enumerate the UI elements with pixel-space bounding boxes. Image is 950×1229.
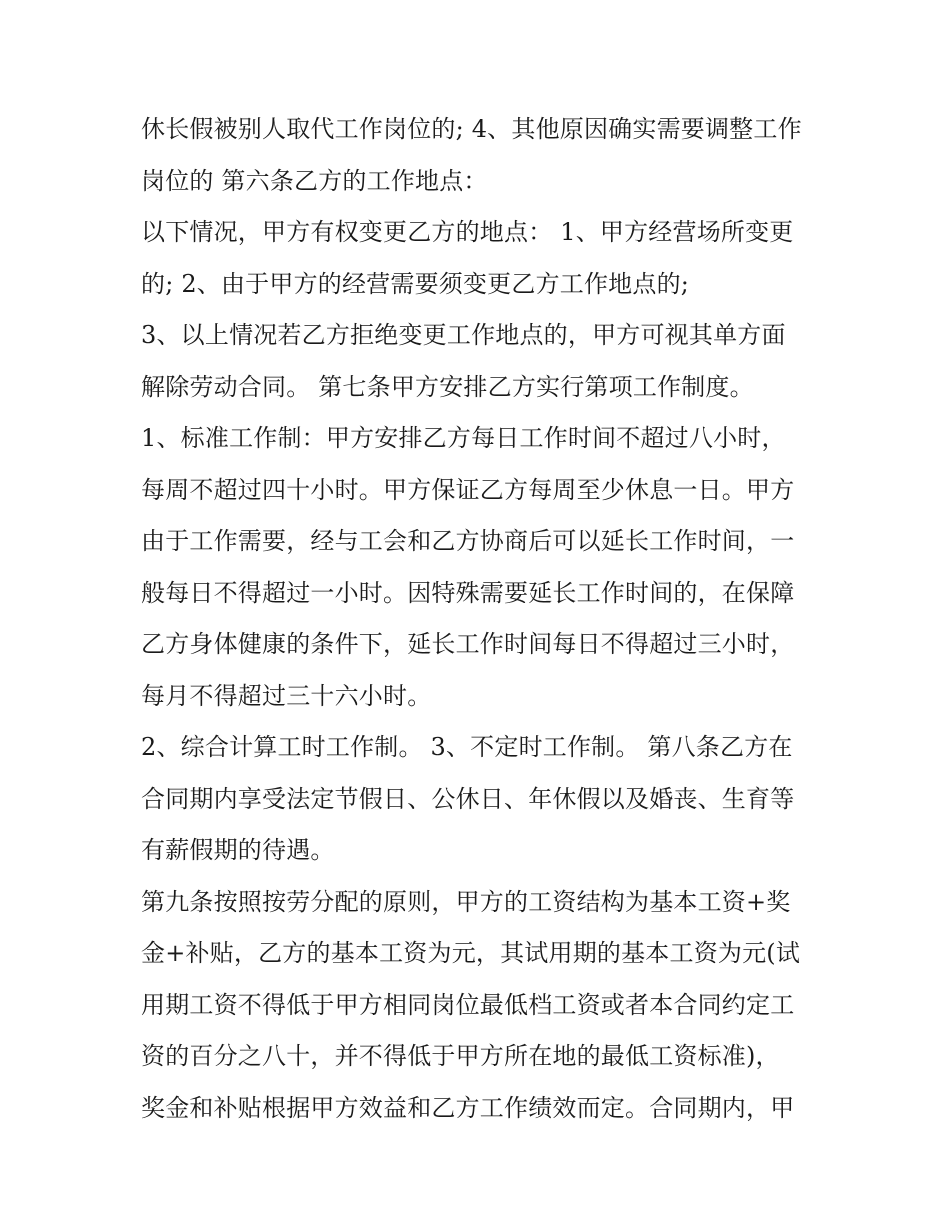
text-line: 的; 2、由于甲方的经营需要须变更乙方工作地点的; bbox=[141, 269, 690, 298]
text-line: 每周不超过四十小时。甲方保证乙方每周至少休息一日。甲方 bbox=[141, 475, 795, 504]
text-line: 1、标准工作制：甲方安排乙方每日工作时间不超过八小时， bbox=[141, 424, 786, 452]
text-line: 用期工资不得低于甲方相同岗位最低档工资或者本合同约定工 bbox=[141, 990, 795, 1019]
text-line: 以下情况，甲方有权变更乙方的地点： 1、甲方经营场所变更 bbox=[141, 218, 794, 246]
text-line: 奖金和补贴根据甲方效益和乙方工作绩效而定。合同期内，甲 bbox=[141, 1093, 795, 1122]
text-line: 金+补贴，乙方的基本工资为元，其试用期的基本工资为元(试 bbox=[141, 939, 801, 967]
document-body bbox=[141, 104, 821, 1134]
text-line: 由于工作需要，经与工会和乙方协商后可以延长工作时间，一 bbox=[141, 527, 795, 555]
text-line: 岗位的 第六条乙方的工作地点： bbox=[141, 166, 488, 195]
text-line: 休长假被别人取代工作岗位的; 4、其他原因确实需要调整工作 bbox=[141, 115, 802, 143]
text-line: 资的百分之八十，并不得低于甲方所在地的最低工资标准)， bbox=[141, 1042, 780, 1070]
text-line: 解除劳动合同。 第七条甲方安排乙方实行第项工作制度。 bbox=[141, 372, 754, 401]
text-line: 般每日不得超过一小时。因特殊需要延长工作时间的，在保障 bbox=[141, 578, 795, 607]
text-line: 2、综合计算工时工作制。 3、不定时工作制。 第八条乙方在 bbox=[141, 733, 793, 761]
text-line: 合同期内享受法定节假日、公休日、年休假以及婚丧、生育等 bbox=[141, 784, 795, 813]
text-line: 有薪假期的待遇。 bbox=[141, 836, 335, 864]
text-line: 3、以上情况若乙方拒绝变更工作地点的，甲方可视其单方面 bbox=[141, 321, 786, 349]
text-line: 乙方身体健康的条件下，延长工作时间每日不得超过三小时， bbox=[141, 630, 795, 658]
text-line: 第九条按照按劳分配的原则，甲方的工资结构为基本工资+奖 bbox=[141, 887, 791, 916]
text-line: 每月不得超过三十六小时。 bbox=[141, 681, 432, 710]
